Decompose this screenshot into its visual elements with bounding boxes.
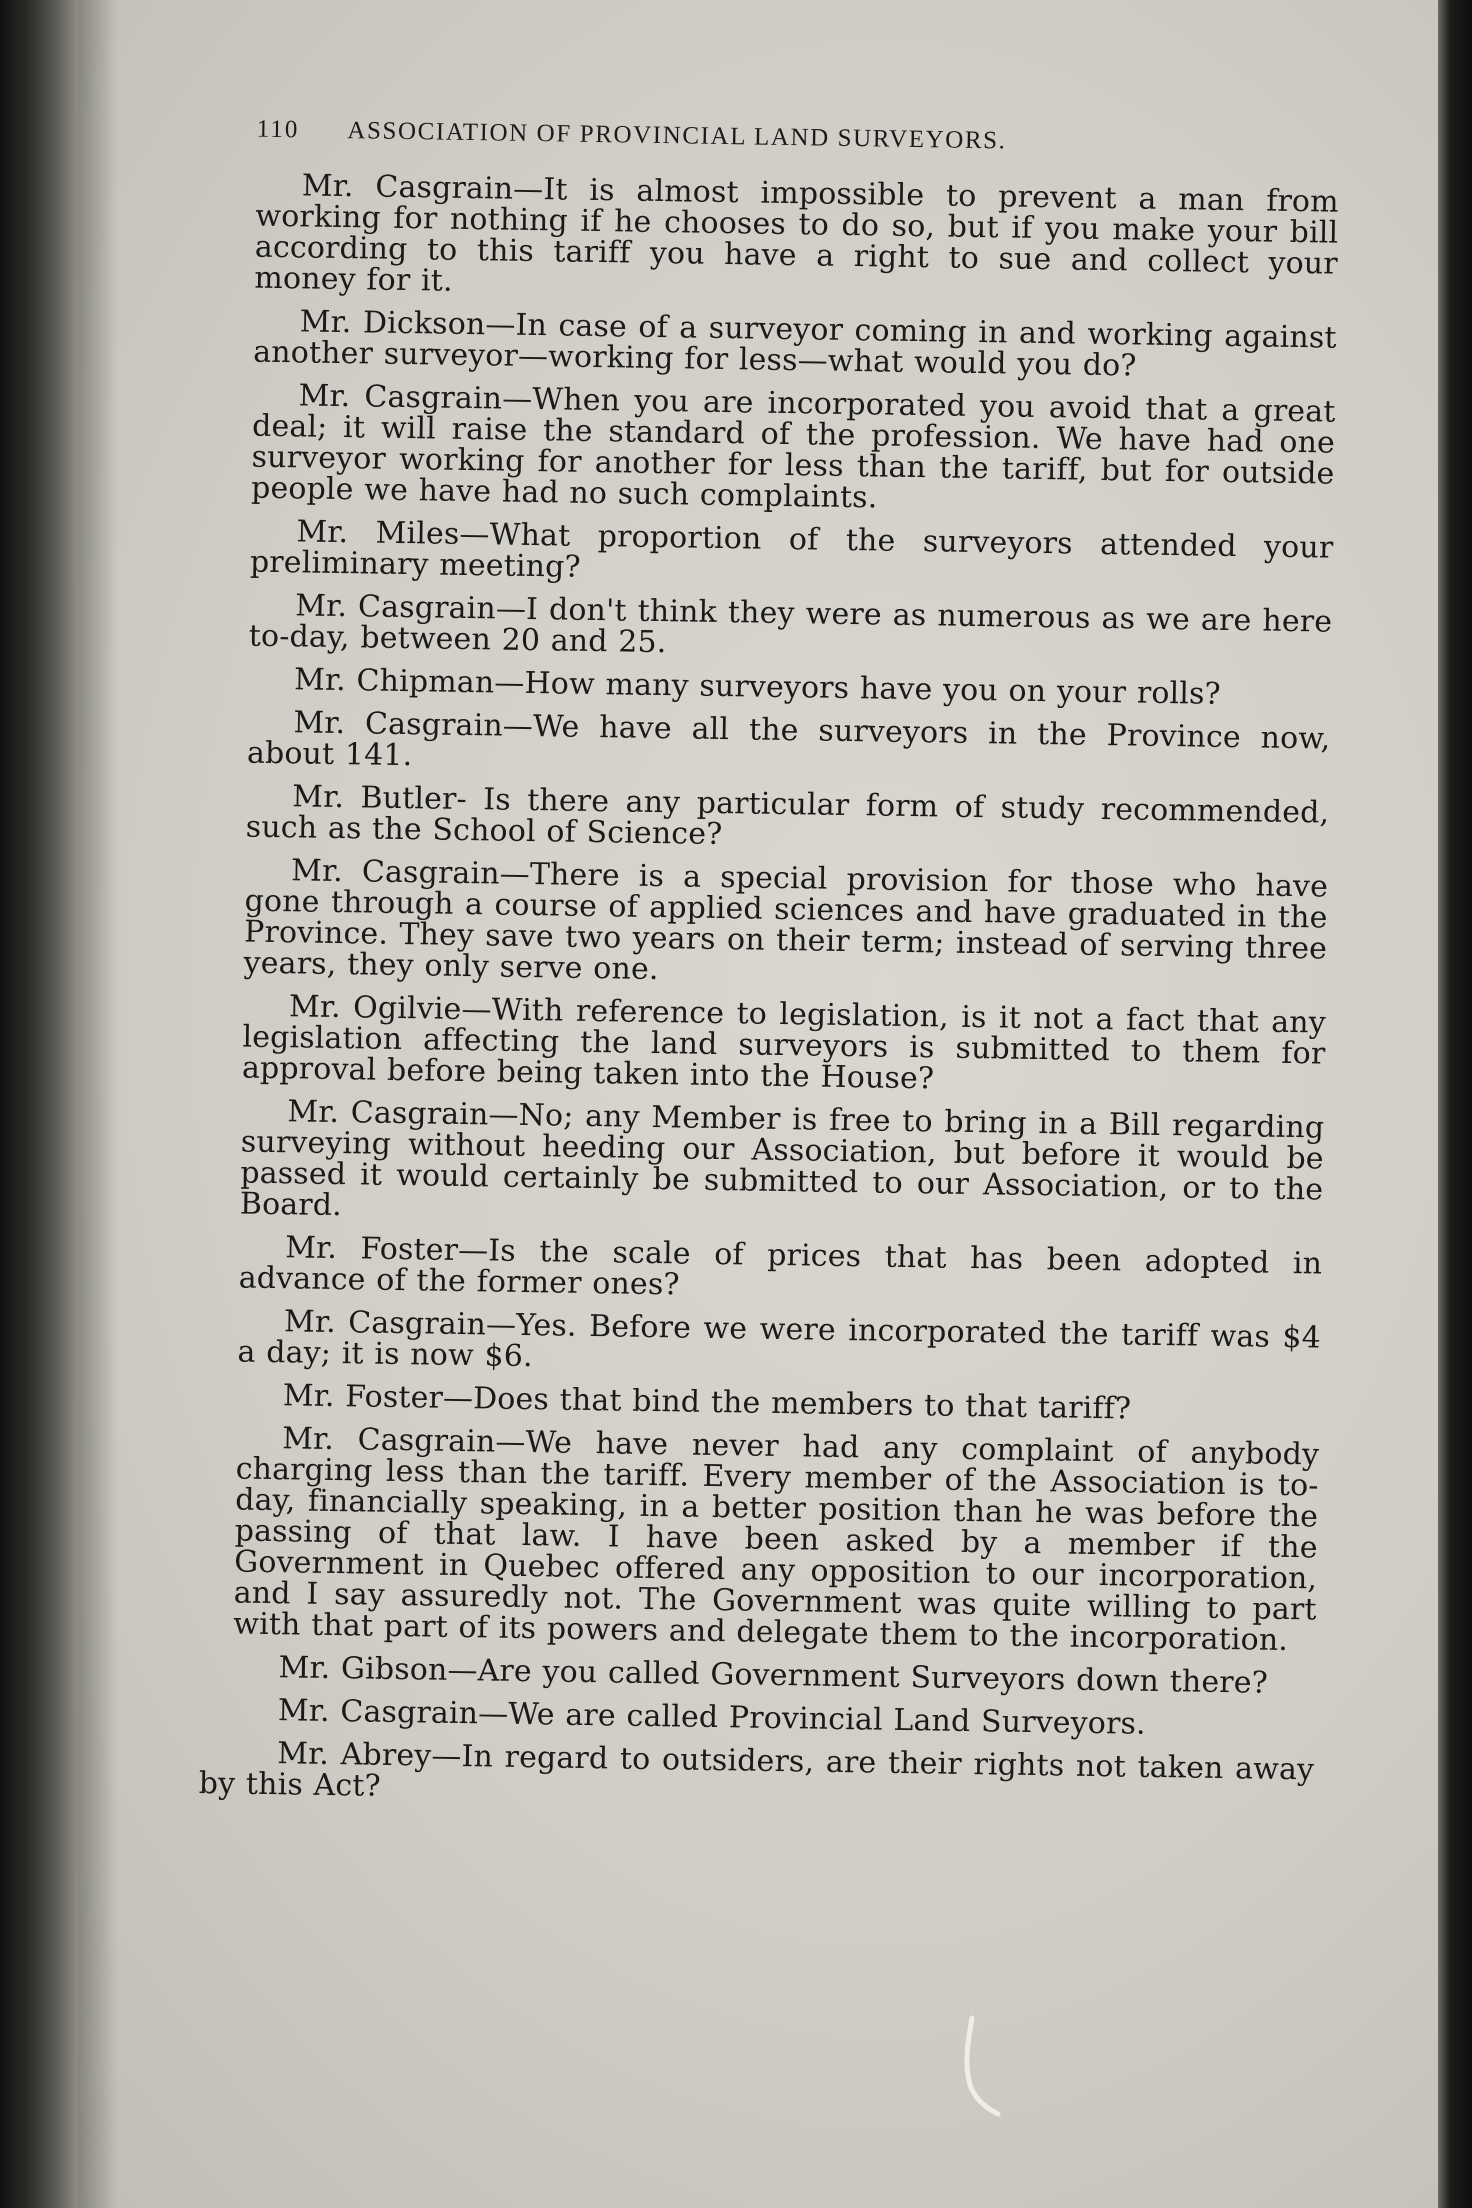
page-text-block (188, 115, 1340, 1828)
book-binding-edge (0, 0, 78, 2208)
paragraph-miles: Mr. Miles—What proportion of the surveyors attended your preliminary meeting? (249, 514, 1334, 585)
paragraph-casgrain-1: Mr. Casgrain—It is almost impossible to prevent a man from working for nothing if he chooses to do so, but if you make your bill according to this tariff you have a right to sue and collect your money for it. (254, 168, 1340, 299)
pencil-mark-icon (950, 2010, 1010, 2120)
paragraph-dickson: Mr. Dickson—In case of a surveyor coming in and working against another surveyor—working for less—what would you do? (253, 304, 1337, 384)
paragraph-abrey: Mr. Abrey—In regard to outsiders, are their rights not taken away by this Act? (198, 1736, 1315, 1804)
paragraph-gibson: Mr. Gibson—Are you called Government Surveyors down there? (278, 1650, 1269, 1701)
paragraph-foster-2: Mr. Foster—Does that bind the members to that tariff? (282, 1378, 1132, 1427)
paragraph-foster-1: Mr. Foster—Is the scale of prices that has been adopted in advance of the former ones? (238, 1230, 1323, 1303)
paragraph-casgrain-9: Mr. Casgrain—We are called Provincial Land Surveyors. (277, 1693, 1146, 1742)
paragraph-casgrain-4: Mr. Casgrain—We have all the surveyors in the Province now, about 141. (246, 705, 1331, 774)
paragraph-ogilvie: Mr. Ogilvie—With reference to legislation, is it not a fact that any legislation affecting the land surveyors is submitted to them for approval before being taken into the House? (241, 989, 1327, 1097)
gutter-shadow (78, 0, 118, 2208)
running-title: ASSOCIATION OF PROVINCIAL LAND SURVEYORS. (347, 117, 1007, 155)
paragraph-casgrain-7: Mr. Casgrain—Yes. Before we were incorporated the tariff was $4 a day; it is now $6. (237, 1304, 1322, 1375)
paragraph-casgrain-5: Mr. Casgrain—There is a special provision for those who have gone through a course of applied sciences and have graduated in the Province. They save two years on their term; instead of serving three years, they only serve one. (243, 853, 1329, 988)
paragraph-casgrain-2: Mr. Casgrain—When you are incorporated you avoid that a great deal; it will raise the standard of the profession. We have had one surveyor working for another for less than the tariff, but for outside people we have had no such complaints. (250, 378, 1336, 516)
paragraph-chipman: Mr. Chipman—How many surveyors have you on your rolls? (293, 662, 1222, 712)
scan-right-edge (1438, 0, 1472, 2208)
page-number: 110 (256, 115, 300, 144)
paragraph-butler: Mr. Butler- Is there any particular form of study recommended, such as the School of Science? (245, 779, 1330, 853)
paragraph-casgrain-8: Mr. Casgrain—We have never had any complaint of anybody charging less than the tariff. Every member of the Association is to-day, financially speaking, in a better position than he was before the passing of that law. I have been asked by a member if the Government in Quebec offered any opposition to our incorporation, and I say assuredly not. The Government was quite willing to part with that part of its powers and delegate them to the incorporation. (233, 1421, 1320, 1659)
paragraph-casgrain-3: Mr. Casgrain—I don't think they were as numerous as we are here to-day, between 20 and 25. (248, 588, 1333, 661)
paragraph-casgrain-6: Mr. Casgrain—No; any Member is free to bring in a Bill regarding surveying without heeding our Association, but before it would be passed it would certainly be submitted to our Association, or to the Board. (239, 1094, 1325, 1224)
running-head (257, 116, 1340, 161)
